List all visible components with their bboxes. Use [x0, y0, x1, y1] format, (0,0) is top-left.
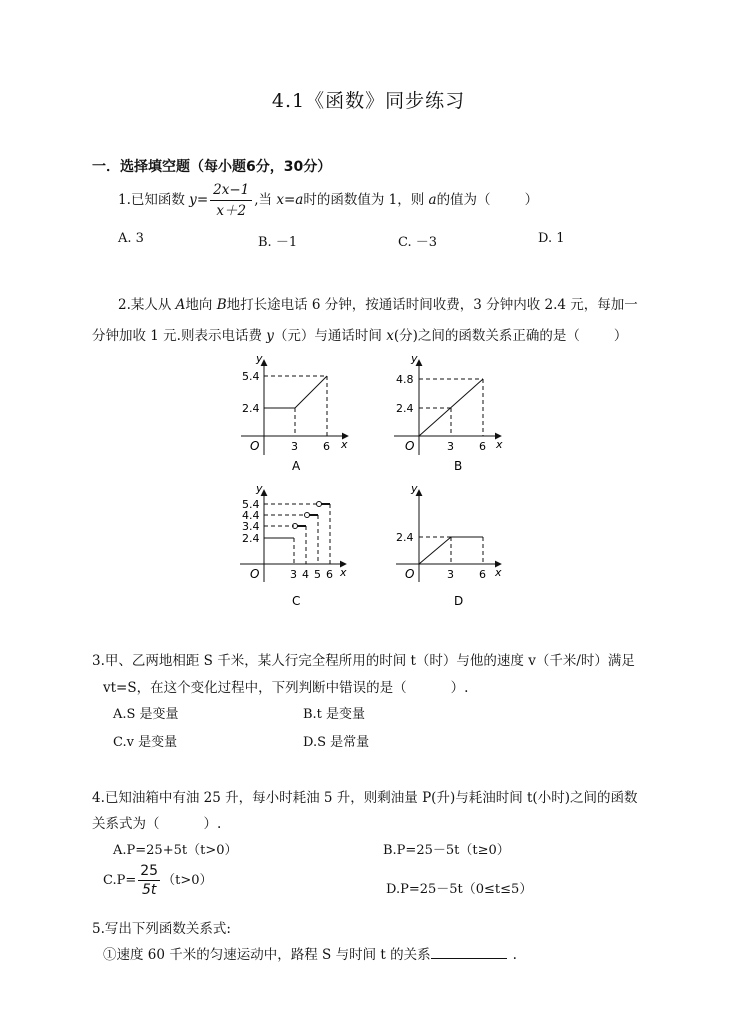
q4-option-c-denominator: 5t	[141, 882, 157, 898]
graph-b-origin: O	[405, 439, 415, 453]
q2-text-2c: (分)之间的函数关系正确的是（	[393, 328, 580, 344]
q1-option-b: B. －1	[258, 235, 298, 250]
graph-c-y-label: y	[256, 482, 263, 495]
q1-option-c: C. －3	[398, 235, 438, 250]
q4-option-c-pre: C.P=	[103, 873, 137, 888]
question-5-line-1: 5.写出下列函数关系式:	[92, 921, 231, 937]
graph-c-ytick-4: 2.4	[242, 532, 260, 545]
q4-option-b: B.P=25－5t（t≥0）	[383, 843, 510, 858]
q1-text-post4: 的值为（	[436, 192, 491, 208]
graph-c-origin: O	[250, 567, 260, 581]
graph-c-x-label: x	[340, 566, 347, 579]
q4-option-a: A.P=25+5t（t>0）	[113, 843, 238, 858]
q2-point-b: B	[216, 297, 227, 313]
q4-option-c	[103, 862, 212, 899]
q1-option-a: A. 3	[118, 231, 144, 246]
q2-text-1a: 2.某人从	[118, 297, 176, 313]
q1-var-a2: a	[428, 192, 437, 208]
q5-answer-blank[interactable]	[431, 946, 507, 959]
graph-d-xtick-1: 3	[447, 568, 454, 581]
graph-a-caption: A	[292, 459, 301, 473]
q5-text-2a: ①速度 60 千米的匀速运动中，路程 S 与时间 t 的关系	[103, 947, 431, 963]
graph-a-origin: O	[250, 439, 260, 453]
graph-a-ytick-1: 5.4	[242, 370, 260, 383]
q4-option-c-numerator: 25	[140, 863, 159, 879]
graph-c-guides	[264, 504, 330, 564]
q4-option-d: D.P=25－5t（0≤t≤5）	[386, 882, 533, 897]
question-4-line-1: 4.已知油箱中有油 25 升，每小时耗油 5 升，则剩油量 P(升)与耗油时间 t(小时)之间的函数	[92, 790, 638, 806]
section-heading: 一．选择填空题（每小题6分，30分）	[92, 159, 332, 175]
q4-option-c-fraction	[138, 862, 160, 899]
graph-b-x-label: x	[496, 438, 503, 451]
graph-c-ytick-1: 5.4	[242, 498, 260, 511]
graph-c-open-point-3	[317, 502, 322, 507]
q2-var-x: x	[386, 328, 394, 344]
q1-text-post2: =	[283, 192, 296, 208]
graph-b-ytick-1: 4.8	[396, 373, 414, 386]
graph-c-caption: C	[292, 594, 301, 608]
graph-d-x-label: x	[495, 566, 502, 579]
graph-b-xtick-1: 3	[447, 440, 454, 453]
q1-var-x: x	[276, 192, 284, 208]
q2-text-2b: （元）与通话时间	[273, 328, 387, 344]
q3-option-c: C.v 是变量	[113, 735, 178, 750]
question-5-line-2	[103, 943, 517, 963]
graph-c-xtick-3: 5	[314, 568, 321, 581]
q4-text-2a: 关系式为（	[92, 816, 160, 832]
graph-a-xtick-2: 6	[323, 440, 330, 453]
graph-a-line	[264, 376, 327, 408]
q2-var-y: y	[266, 328, 274, 344]
graph-d-xtick-2: 6	[479, 568, 486, 581]
q1-fraction-numerator: 2x−1	[210, 180, 252, 201]
graph-a-x-label: x	[341, 438, 348, 451]
q3-text-2b: ）.	[450, 680, 469, 696]
q4-text-2b: ）.	[203, 816, 222, 832]
q3-option-d: D.S 是常量	[303, 735, 370, 750]
q5-text-2b: .	[512, 947, 517, 963]
graph-b-caption: B	[454, 459, 463, 473]
graph-c-xtick-1: 3	[290, 568, 297, 581]
graph-c-ytick-3: 3.4	[242, 520, 260, 533]
q1-text-pre: 1.已知函数	[118, 192, 190, 208]
question-3-line-1: 3.甲、乙两地相距 S 千米，某人行完全程所用的时间 t（时）与他的速度 v（千米/时）满足	[92, 653, 635, 669]
graph-d-origin: O	[405, 567, 415, 581]
graph-a-xtick-1: 3	[291, 440, 298, 453]
question-3-line-2	[103, 676, 468, 696]
q3-text-2a: vt=S，在这个变化过程中，下列判断中错误的是（	[103, 680, 407, 696]
graph-c-ytick-2: 4.4	[242, 509, 260, 522]
q2-text-2a: 分钟加收 1 元.则表示电话费	[92, 328, 267, 344]
graph-d-y-label: y	[411, 482, 418, 495]
q1-text-post1: ,当	[254, 192, 277, 208]
graph-a-y-label: y	[256, 352, 263, 365]
q2-text-1b: 地向	[185, 297, 217, 313]
q3-option-b: B.t 是变量	[303, 707, 366, 722]
graph-a-ytick-2: 2.4	[242, 402, 260, 415]
question-4-line-2	[92, 812, 221, 832]
graph-d-caption: D	[454, 594, 464, 608]
page-title: 4.1《函数》同步练习	[271, 90, 466, 112]
graph-c-xtick-2: 4	[302, 568, 309, 581]
q1-option-d: D. 1	[538, 231, 565, 246]
q2-close-paren: ）	[613, 328, 628, 344]
graph-c-xtick-4: 6	[326, 568, 333, 581]
q1-var-y: y	[189, 192, 197, 208]
q1-close-paren: ）	[524, 192, 539, 208]
q2-text-1c: 地打长途电话 6 分钟，按通话时间收费，3 分钟内收 2.4 元，每加一	[226, 297, 638, 313]
q1-fraction-denominator: x＋2	[216, 203, 247, 219]
q4-option-c-post: （t>0）	[162, 873, 213, 888]
q1-var-a: a	[295, 192, 304, 208]
graph-c-open-point-2	[305, 513, 310, 518]
q2-point-a: A	[175, 297, 186, 313]
q1-eq: =	[196, 192, 209, 208]
q1-text-post3: 时的函数值为 1，则	[303, 192, 429, 208]
q3-option-a: A.S 是变量	[113, 707, 179, 722]
graph-d-ytick-1: 2.4	[396, 531, 414, 544]
graph-b-ytick-2: 2.4	[396, 402, 414, 415]
graph-b-xtick-2: 6	[479, 440, 486, 453]
graph-b-y-label: y	[411, 352, 418, 365]
graph-d-guides	[419, 537, 483, 564]
